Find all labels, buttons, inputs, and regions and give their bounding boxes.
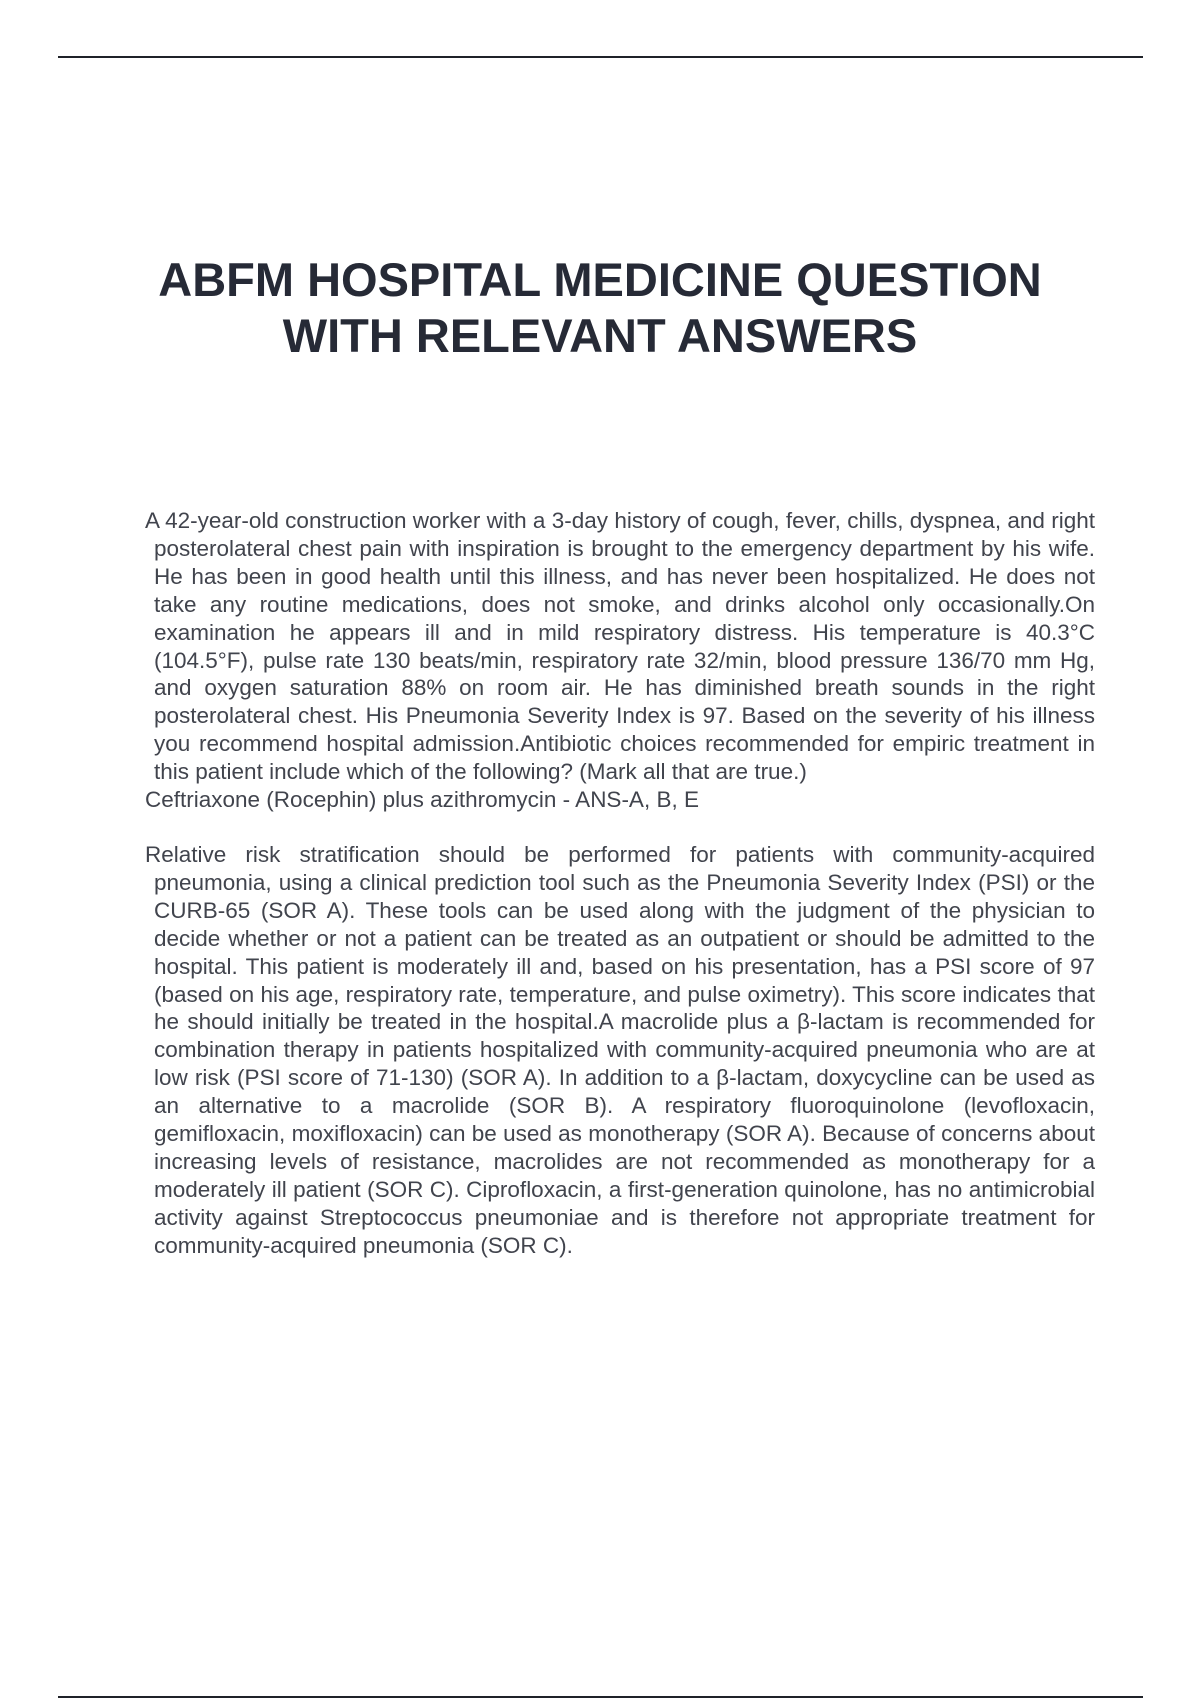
title-line-2: WITH RELEVANT ANSWERS	[282, 309, 918, 362]
document-title	[0, 252, 1200, 364]
top-divider	[58, 56, 1143, 58]
explanation-text: Relative risk stratification should be performed for patients with community-acquired pneumonia, using a clinical prediction tool such as the Pneumonia Severity Index (PSI) or the CURB-65 (SOR A). These tools can be used along with the judgment of the physician to decide whether or not a patient can be treated as an outpatient or should be admitted to the hospital. This patient is moderately ill and, based on his presentation, has a PSI score of 97 (based on his age, respiratory rate, temperature, and pulse oximetry). This score indicates that he should initially be treated in the hospital.A macrolide plus a β-lactam is recommended for combination therapy in patients hospitalized with community-acquired pneumonia who are at low risk (PSI score of 71-130) (SOR A). In addition to a β-lactam, doxycycline can be used as an alternative to a macrolide (SOR B). A respiratory fluoroquinolone (levofloxacin, gemifloxacin, moxifloxacin) can be used as monotherapy (SOR A). Because of concerns about increasing levels of resistance, macrolides are not recommended as monotherapy for a moderately ill patient (SOR C). Ciprofloxacin, a first-generation quinolone, has no antimicrobial activity against Streptococcus pneumoniae and is therefore not appropriate treatment for community-acquired pneumonia (SOR C).	[145, 841, 1095, 1258]
title-line-1: ABFM HOSPITAL MEDICINE QUESTION	[158, 253, 1042, 306]
answer-text: Ceftriaxone (Rocephin) plus azithromycin - ANS-A, B, E	[145, 787, 699, 813]
question-text: A 42-year-old construction worker with a 3-day history of cough, fever, chills, dyspnea, and right posterolateral chest pain with inspiration is brought to the emergency department by his wife. He has been in good health until this illness, and has never been hospitalized. He does not take any routine medications, does not smoke, and drinks alcohol only occasionally.On examination he appears ill and in mild respiratory distress. His temperature is 40.3°C (104.5°F), pulse rate 130 beats/min, respiratory rate 32/min, blood pressure 136/70 mm Hg, and oxygen saturation 88% on room air. He has diminished breath sounds in the right posterolateral chest. His Pneumonia Severity Index is 97. Based on the severity of his illness you recommend hospital admission.Antibiotic choices recommended for empiric treatment in this patient include which of the following? (Mark all that are true.)	[145, 508, 1095, 785]
bottom-divider	[58, 1696, 1143, 1698]
paragraph-spacer	[145, 814, 1095, 841]
document-body	[145, 507, 1095, 1260]
